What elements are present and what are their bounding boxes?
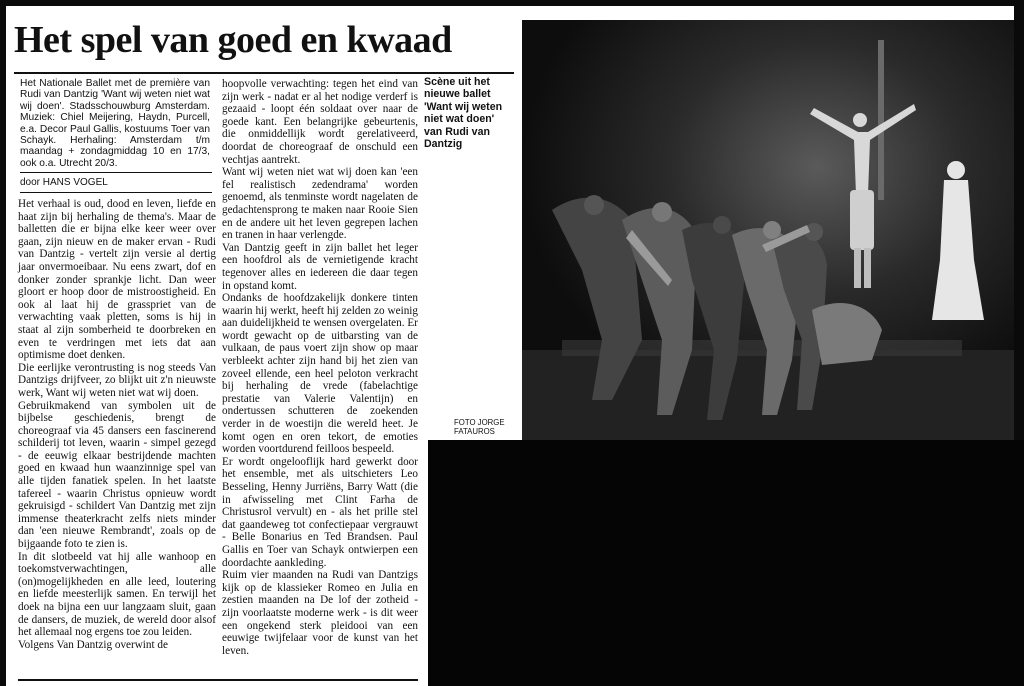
divider: [20, 172, 212, 173]
paragraph: Volgens Van Dantzig overwint de: [18, 638, 168, 651]
scan-edge: [0, 0, 1024, 6]
ballet-photo: [522, 20, 1014, 440]
byline: door HANS VOGEL: [20, 177, 108, 188]
article-headline: Het spel van goed en kwaad: [14, 8, 514, 74]
scan-edge: [1014, 0, 1024, 440]
scan-background: [428, 440, 1024, 686]
photo-credit: FOTO JORGE FATAUROS: [454, 418, 505, 436]
photo-caption: Scène uit het nieuwe ballet 'Want wij weten niet wat doen' van Rudi van Dantzig: [424, 76, 503, 151]
divider: [20, 192, 212, 193]
paragraph: Die eerlijke verontrusting is nog steeds Van Dantzigs drijfveer, zo blijkt uit z'n nieuwste werk, Want wij weten niet wat wij doen.: [18, 361, 216, 399]
paragraph: Ondanks de hoofdzakelijk donkere tinten waarin hij werkt, heeft hij zelden zo weinig aan duidelijkheid te wensen overgelaten. Er wordt gewacht op de uitbarsting van de vulkaan, de paus voert zijn show op maar verbleekt achter zijn hand bij het zien van zoveel ellende, een heel peloton verkracht bij herhaling de vrede (fabelachtige prestatie van Valerie Valentijn) en ondertussen schutteren de zoekenden verder in de woestijn die wereld heet. Je komt ogen en oren tekort, de emoties worden voortdurend feilloos bespeeld.: [222, 292, 418, 456]
article-column-2: [222, 78, 418, 657]
paragraph: Van Dantzig geeft in zijn ballet het leger een hoofdrol als de vernietigende kracht tegenover alles en iedereen die daar tegen in opstand komt.: [222, 241, 418, 292]
performance-info-text: Het Nationale Ballet met de première van Rudi van Dantzig 'Want wij weten niet wat wij doen'. Stadsschouwburg Amsterdam. Muziek: Chiel Meijering, Haydn, Purcell, e.a. Decor Paul Gallis, kostuums Toer van Schayk. Herhaling: Amsterdam t/m maandag + zondagmiddag 10 en 17/3, ook o.a. Utrecht 20/3.: [20, 78, 210, 169]
paragraph: Gebruikmakend van symbolen uit de bijbelse geschiedenis, brengt de choreograaf via 45 dansers een fascinerend schilderij tot leven, waarin - simpel gezegd - de eeuwig elkaar bestrijdende machten goed en kwaad hun waanzinnige spel van alle tijden fanatiek spelen. In het laatste tafereel - waarin Christus opnieuw wordt gekruisigd - schildert Van Dantzig met zijn immense theaterkracht zelfs niets minder dan 'een nieuwe Rembrandt', zoals op de bijgaande foto te zien is.: [18, 399, 216, 551]
paragraph: In dit slotbeeld vat hij alle wanhoop en toekomstverwachtingen, alle (on)mogelijkheden en alle leed, loutering en liefde meesterlijk samen. En terwijl het doek na bijna een uur langzaam sluit, gaan de dansers, de muziek, de wereld door alsof het allemaal nog ergens toe zou leiden.: [18, 550, 216, 639]
paragraph: Het verhaal is oud, dood en leven, liefde en haat zijn bij herhaling de thema's. Maar de balletten die er bijna elke keer weer over gaan, zijn nieuw en de maker ervan - Rudi van Dantzig - vertelt zijn versie al dertig jaar onvermoeibaar. Nu eens zwart, dof en donker zonder sprankje licht. Dan weer gloort er hoop door de mistroostigheid. En ook al laat hij de grasspriet van de verwachting vaak pletten, soms is hij in staat al zijn somberheid te doorbreken en even te verdringen met iets dat aan optimisme doet denken.: [18, 198, 216, 362]
article-column-1: [18, 198, 216, 651]
paragraph: Ruim vier maanden na Rudi van Dantzigs kijk op de klassieker Romeo en Julia en zestien maanden na De lof der zotheid - zijn voorlaatste moderne werk - is dit weer een ongekend sterk pleidooi van een eeuwige twijfelaar voor de kunst van het leven.: [222, 569, 418, 657]
paragraph: Want wij weten niet wat wij doen kan 'een fel realistisch zedendrama' worden genoemd, als tenminste wordt nagelaten de gedachtensprong te maken naar Rooie Sien en de andere uit het leven gegrepen lachen en tranen in haar verlengde.: [222, 166, 418, 242]
paragraph: Er wordt ongelooflijk hard gewerkt door het ensemble, met als uitschieters Leo Besseling, Henny Jurriëns, Barry Watt (die in afwisseling met Clint Farha de Christusrol vervult) en - als het prille stel dat gaandeweg tot confectiepaar vergrauwt - Belle Bonarius en Ted Brandsen. Paul Gallis en Toer van Schayk ontwierpen een doordachte aankleding.: [222, 455, 418, 569]
paragraph: hoopvolle verwachting: tegen het eind van zijn werk - nadat er al het nodige verderf is gezaaid - loopt één soldaat over naar de goede kant. Een belangrijke gebeurtenis, die onmiddellijk wordt gerelativeerd, doordat de choreograaf de onschuld een vechtjas aantrekt.: [222, 78, 418, 166]
ballet-photo-image: [522, 20, 1014, 440]
scan-edge: [0, 0, 6, 686]
divider: [18, 679, 418, 681]
performance-info: [20, 78, 210, 169]
